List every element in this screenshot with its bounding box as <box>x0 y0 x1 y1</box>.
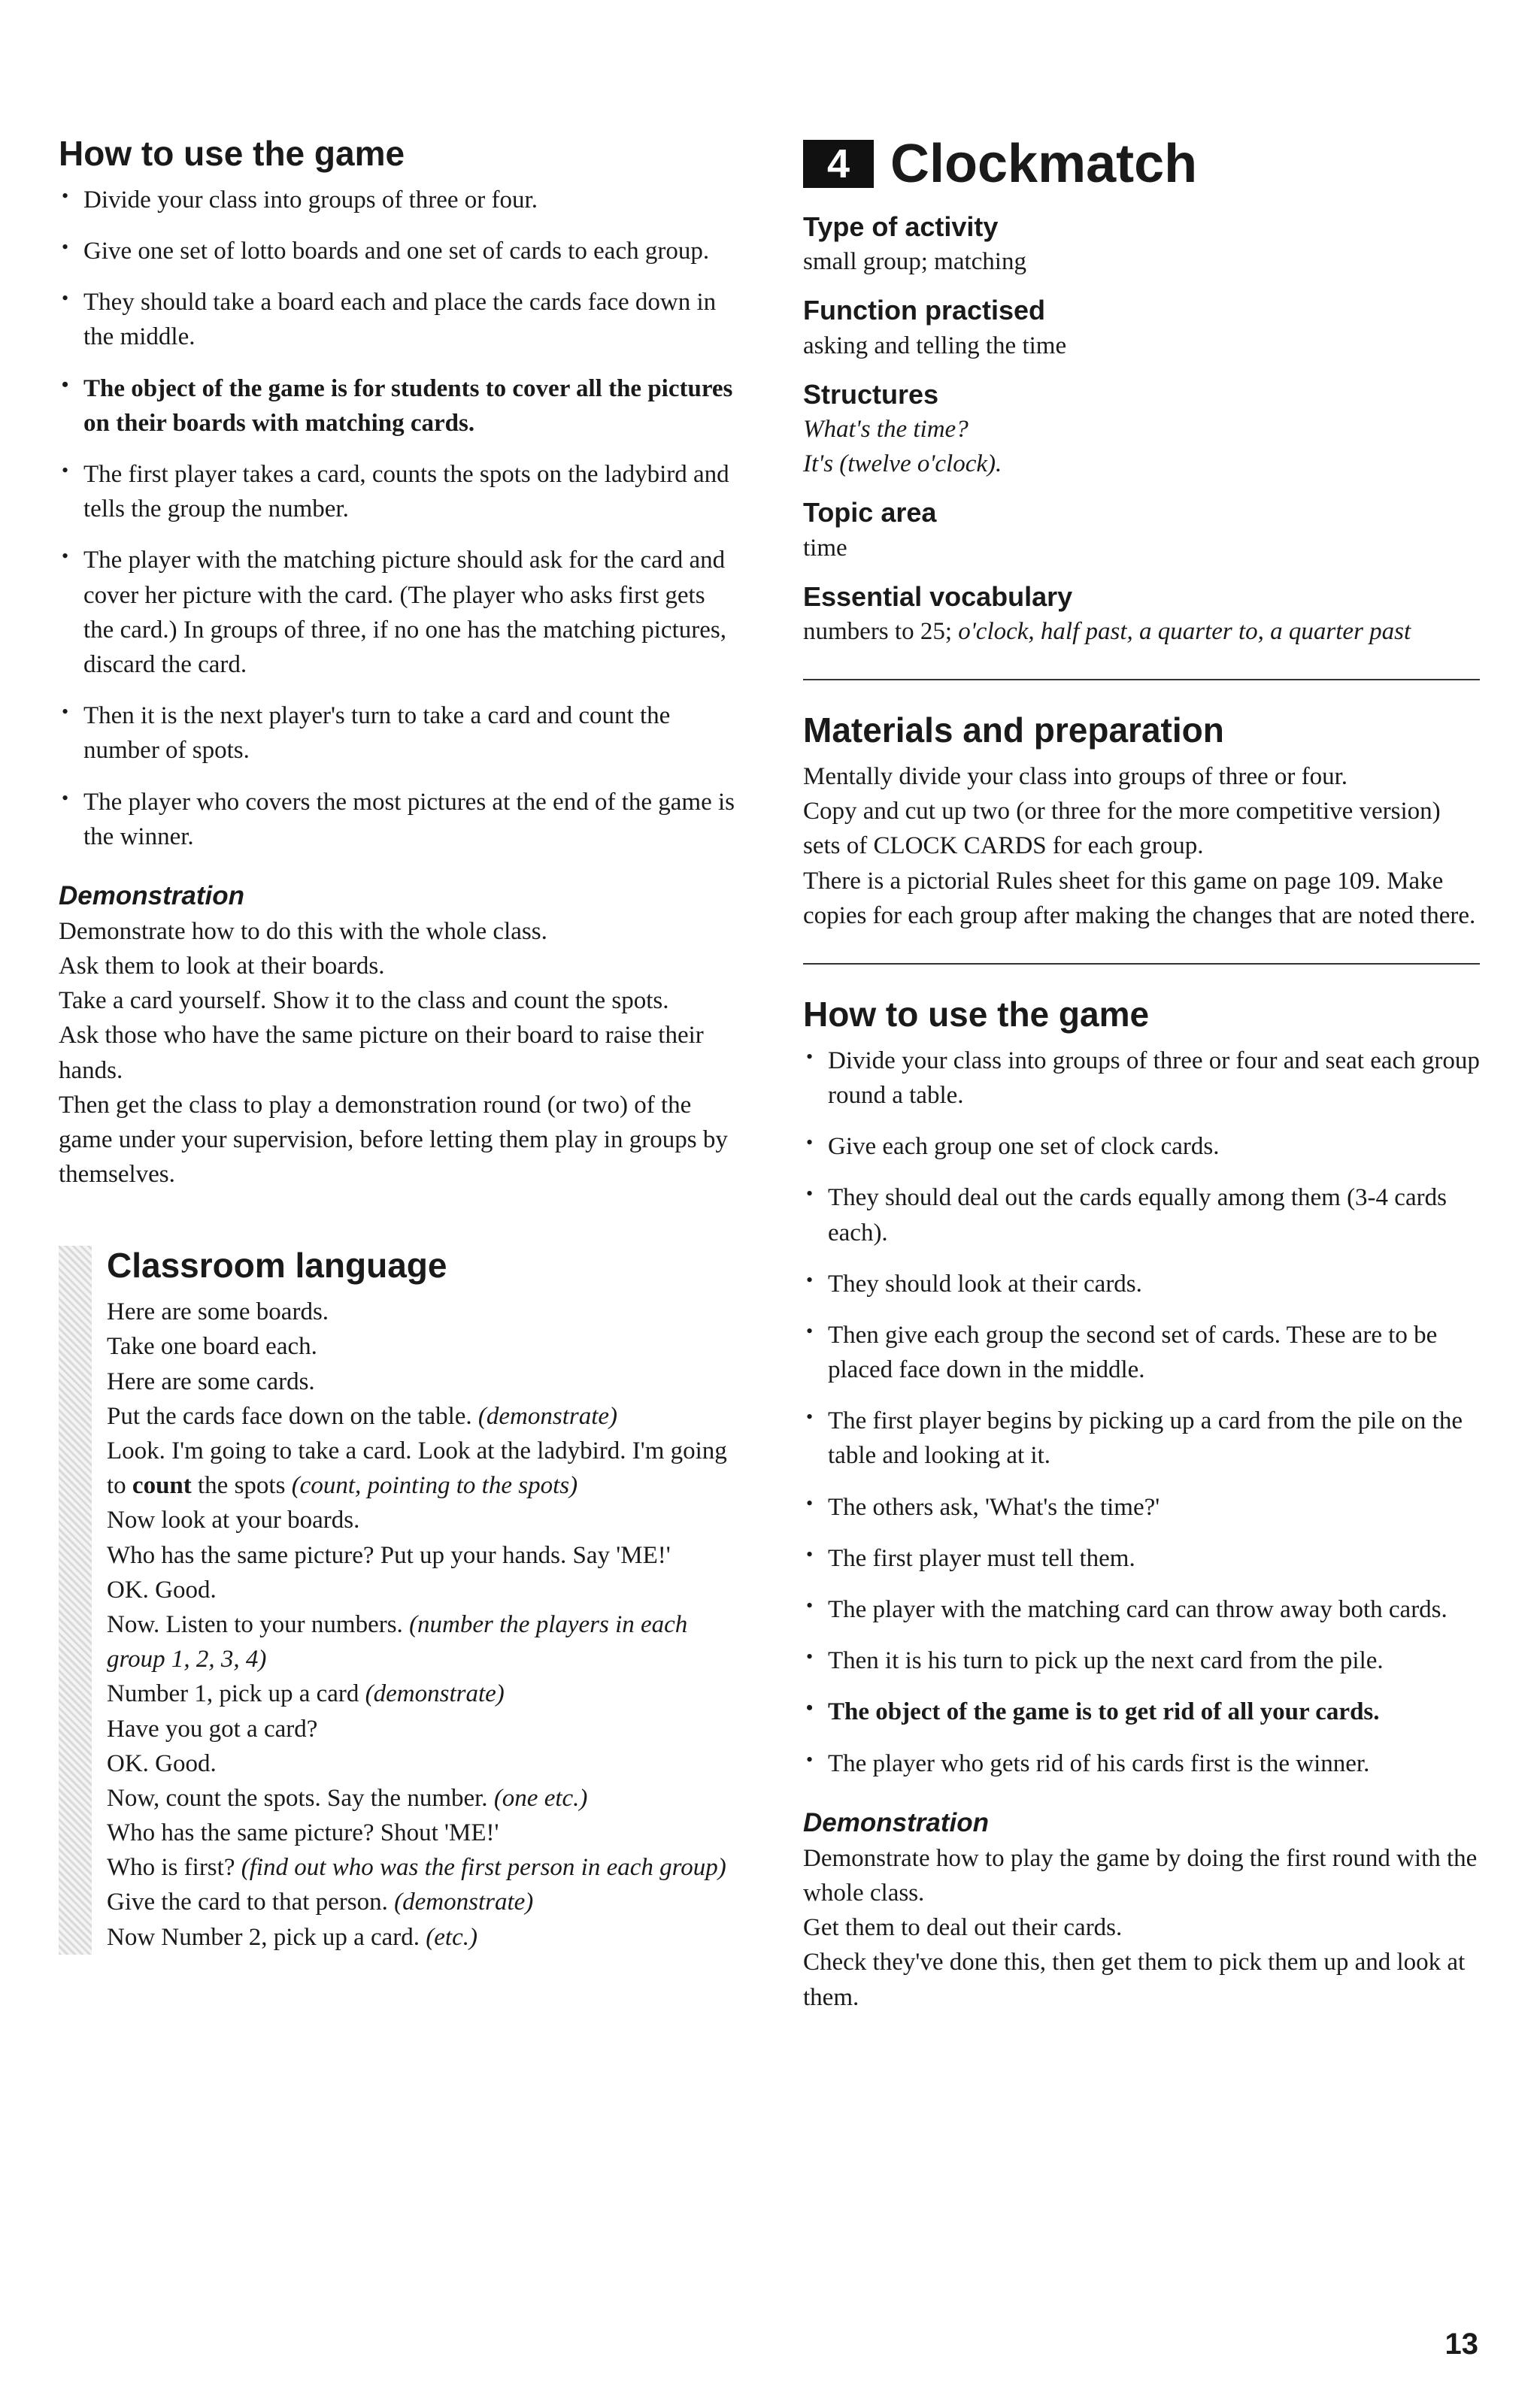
text-line: Get them to deal out their cards. <box>803 1914 1123 1942</box>
list-item: • Then it is the next player's turn to take a card and count the number of spots. <box>59 698 735 768</box>
text-line: Take a card yourself. Show it to the class and count the spots. <box>59 987 669 1015</box>
text-run: Look. I'm going to take a card. Look at the ladybird. I'm going to <box>107 1437 727 1500</box>
text-run: (demonstrate) <box>394 1889 534 1916</box>
text-line <box>803 329 1480 363</box>
text-line <box>107 1295 735 1329</box>
list-item: • The object of the game is for students to cover all the pictures on their boards with matching cards. <box>59 371 735 441</box>
text-line <box>107 1573 735 1607</box>
how-to-use-list <box>59 183 735 854</box>
text-line <box>803 759 1480 794</box>
text-run: 'ME!' <box>616 1541 671 1569</box>
list-item: • The first player takes a card, counts the spots on the ladybird and tells the group the number. <box>59 457 735 526</box>
right-column <box>803 134 1480 2015</box>
text-run: Now. Listen to your numbers. <box>107 1610 410 1638</box>
how-to-use-heading: How to use the game <box>59 134 405 173</box>
text-line <box>107 1781 735 1816</box>
field-label: Structures <box>803 378 939 410</box>
text-line <box>107 1434 735 1503</box>
list-item: • They should deal out the cards equally among them (3-4 cards each). <box>803 1180 1480 1249</box>
text-run: Now look at your boards. <box>107 1507 360 1534</box>
left-column <box>59 134 735 1955</box>
text-line <box>803 447 1480 481</box>
text-run: 'ME!' <box>444 1819 499 1847</box>
text-run: Number 1, pick up a card <box>107 1680 365 1708</box>
activity-title <box>803 134 1480 194</box>
text-line <box>107 1920 735 1955</box>
text-line <box>107 1399 735 1434</box>
how-to-use-list <box>803 1043 1480 1781</box>
text-run: Who is first? <box>107 1854 241 1882</box>
text-line: Check they've done this, then get them to pick them up and look at them. <box>803 1949 1466 2011</box>
text-run: Take one board each. <box>107 1333 317 1361</box>
text-line <box>107 1365 735 1399</box>
text-run: (etc.) <box>426 1923 477 1951</box>
list-item: • The first player begins by picking up a card from the pile on the table and looking at it. <box>803 1404 1480 1473</box>
activity-title-text: Clockmatch <box>890 134 1198 194</box>
text-line <box>107 1538 735 1573</box>
text-run: Now, count the spots. Say the number. <box>107 1784 494 1812</box>
list-item: • The object of the game is to get rid of all your cards. <box>803 1695 1480 1729</box>
text-run: numbers to 25; <box>803 617 959 645</box>
demonstration-heading: Demonstration <box>803 1807 989 1837</box>
text-run: (number the players in each group 1, 2, 3, 4) <box>107 1610 688 1673</box>
text-run: There is a pictorial Rules sheet for this game on page 109. Make copies for each group after making the changes that are noted there. <box>803 867 1476 929</box>
text-run: Copy and cut up two (or three for the more competitive version) sets of <box>803 798 1441 860</box>
text-line <box>107 1503 735 1537</box>
text-run: small group; matching <box>803 248 1026 276</box>
materials-heading: Materials and preparation <box>803 710 1224 750</box>
text-line: Ask those who have the same picture on their board to raise their hands. <box>59 1022 704 1084</box>
divider <box>803 963 1480 965</box>
activity-info-fields <box>803 211 1480 649</box>
text-line <box>107 1329 735 1364</box>
text-run: (count, pointing to the spots) <box>291 1472 578 1500</box>
text-line <box>803 531 1480 565</box>
list-item: • Divide your class into groups of three or four. <box>59 183 735 217</box>
text-run: for each group. <box>1046 832 1204 860</box>
field-label: Type of activity <box>803 211 999 242</box>
text-line <box>107 1746 735 1781</box>
text-run: Have you got a card? <box>107 1715 318 1743</box>
text-run: Here are some boards. <box>107 1298 329 1326</box>
how-to-use-heading: How to use the game <box>803 994 1150 1034</box>
text-run: Here are some cards. <box>107 1368 315 1395</box>
text-run: Who has the same picture? Put up your hands. Say <box>107 1541 617 1569</box>
text-run: asking and telling the time <box>803 332 1067 359</box>
page-number: 13 <box>1445 2328 1478 2361</box>
decorative-bar <box>59 1246 92 1954</box>
field-label: Function practised <box>803 295 1046 326</box>
text-line <box>107 1607 735 1677</box>
list-item: • The player with the matching card can throw away both cards. <box>803 1592 1480 1627</box>
text-run: (demonstrate) <box>477 1402 618 1430</box>
list-item: • Then give each group the second set of cards. These are to be placed face down in the middle. <box>803 1318 1480 1387</box>
text-line <box>803 864 1480 933</box>
demonstration-heading: Demonstration <box>59 880 244 910</box>
text-run: count <box>132 1472 192 1500</box>
text-run: (find out who was the first person in each group) <box>241 1854 726 1882</box>
text-line: Demonstrate how to play the game by doing the first round with the whole class. <box>803 1844 1478 1907</box>
classroom-language-box <box>59 1246 735 1954</box>
list-item: • They should take a board each and place the cards face down in the middle. <box>59 285 735 354</box>
demonstration-text <box>803 1841 1480 2015</box>
text-run: Who has the same picture? Shout <box>107 1819 445 1847</box>
text-line <box>803 614 1480 649</box>
text-line: Then get the class to play a demonstration round (or two) of the game under your supervision, before letting them play in groups by themselves. <box>59 1091 728 1189</box>
list-item: • The first player must tell them. <box>803 1541 1480 1576</box>
list-item: • Then it is his turn to pick up the next card from the pile. <box>803 1643 1480 1678</box>
text-line <box>107 1677 735 1711</box>
list-item: • The player who gets rid of his cards first is the winner. <box>803 1746 1480 1781</box>
text-line <box>107 1850 735 1885</box>
text-run: What's the time? <box>803 415 969 443</box>
text-run: OK. Good. <box>107 1749 217 1777</box>
text-line <box>803 794 1480 863</box>
text-run: (demonstrate) <box>365 1680 505 1708</box>
text-line: Ask them to look at their boards. <box>59 953 385 980</box>
text-line <box>803 244 1480 279</box>
activity-number-badge: 4 <box>803 140 874 188</box>
field-label: Essential vocabulary <box>803 580 1073 612</box>
list-item: • Divide your class into groups of three or four and seat each group round a table. <box>803 1043 1480 1113</box>
list-item: • Give one set of lotto boards and one set of cards to each group. <box>59 234 735 268</box>
divider <box>803 679 1480 680</box>
text-line: Demonstrate how to do this with the whole class. <box>59 917 547 945</box>
text-run: time <box>803 534 847 562</box>
list-item: • The player with the matching picture should ask for the card and cover her picture with the card. (The player who asks first gets the card.) In groups of three, if no one has the matching pictures, discard the card. <box>59 543 735 682</box>
classroom-language-heading: Classroom language <box>107 1246 447 1286</box>
text-line <box>107 1712 735 1746</box>
text-line <box>803 412 1480 447</box>
text-line <box>107 1816 735 1850</box>
text-run: Mentally divide your class into groups of three or four. <box>803 762 1348 790</box>
text-run: Give the card to that person. <box>107 1889 395 1916</box>
text-run: (one etc.) <box>493 1784 588 1812</box>
text-run: It's (twelve o'clock). <box>803 450 1002 478</box>
text-run: OK. Good. <box>107 1576 217 1604</box>
text-run: CLOCK CARDS <box>873 832 1047 860</box>
demonstration-text <box>59 914 735 1192</box>
list-item: • They should look at their cards. <box>803 1267 1480 1301</box>
list-item: • Give each group one set of clock cards. <box>803 1129 1480 1164</box>
list-item: • The others ask, 'What's the time?' <box>803 1490 1480 1525</box>
classroom-language-lines <box>107 1295 735 1955</box>
field-label: Topic area <box>803 497 937 529</box>
text-run: Now Number 2, pick up a card. <box>107 1923 426 1951</box>
list-item: • The player who covers the most pictures at the end of the game is the winner. <box>59 785 735 854</box>
materials-text <box>803 759 1480 933</box>
text-run: the spots <box>191 1472 292 1500</box>
text-line <box>107 1885 735 1919</box>
text-run: Put the cards face down on the table. <box>107 1402 478 1430</box>
text-run: o'clock, half past, a quarter to, a quarter past <box>958 617 1411 645</box>
